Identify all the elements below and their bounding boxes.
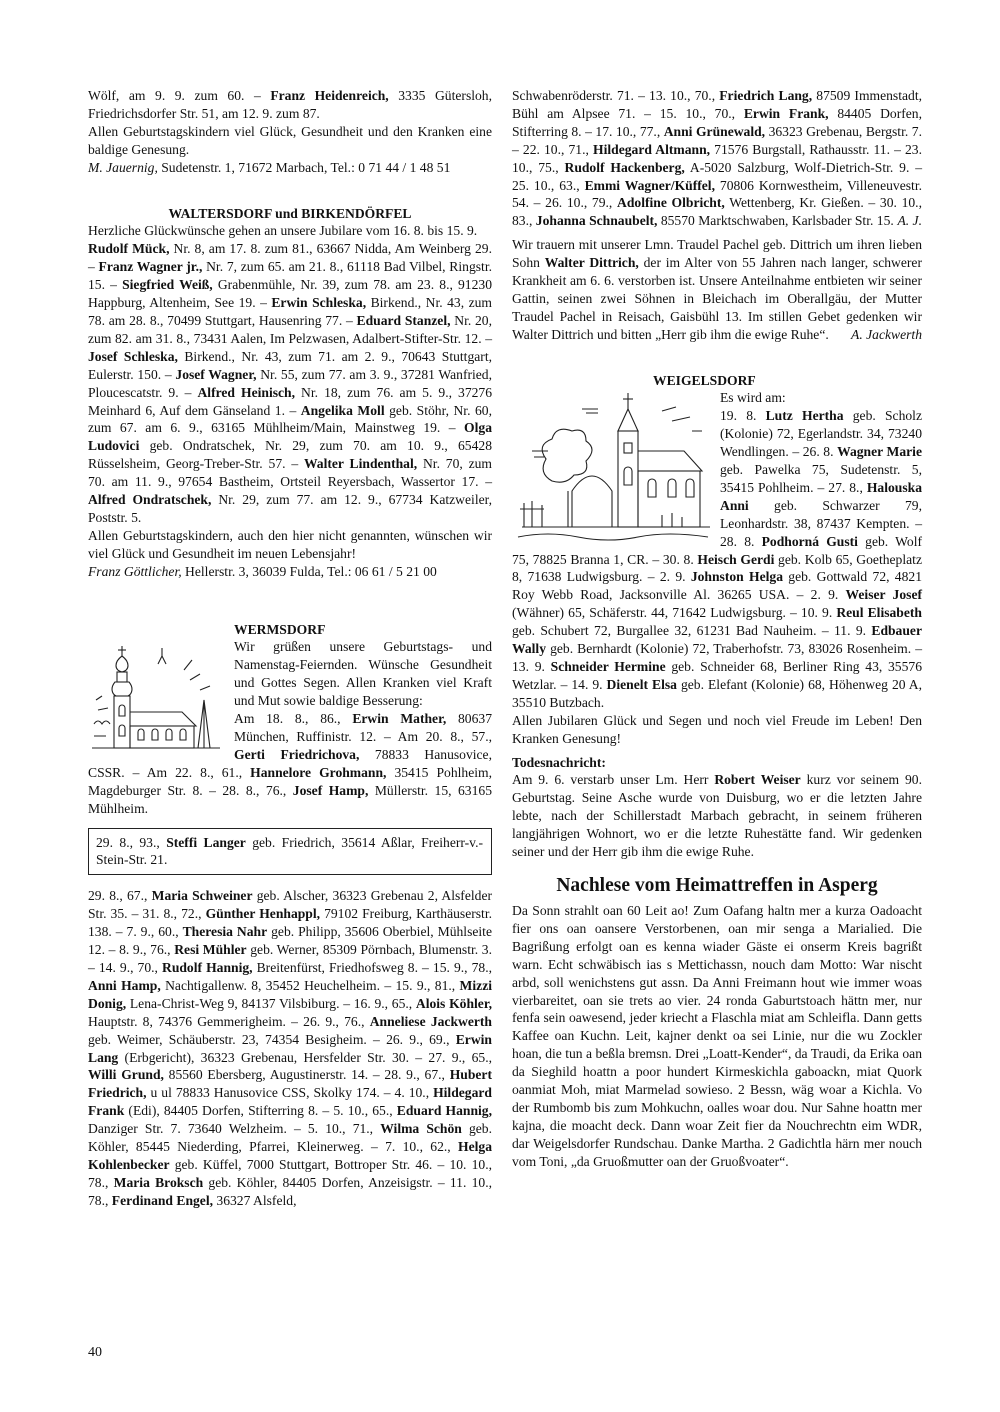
person-name: Franz Heidenreich,	[270, 88, 389, 103]
section-title-weigelsdorf: WEIGELSDORF	[653, 372, 756, 388]
birthday-list: Am 18. 8., 86., Erwin Mather, 80637 München, Ruffinistr. 12. – Am 20. 8., 57., Gerti Friedrichova, 78833 Hanusovice, CSSR. – Am 22. 8., 61., Hannelore Grohmann, 35415 Pohlheim, Magdeburger Str. 8. – 28. 8., 76., Josef Hamp, Müllerstr. 15, 63165 Mühlheim.	[88, 711, 492, 816]
section-title-wermsdorf: WERMSDORF	[234, 621, 326, 637]
page-number: 40	[88, 1345, 102, 1360]
death-notice: Am 9. 6. verstarb unser Lm. Herr Robert Weiser kurz vor seinem 90. Geburtstag. Seine Asche wurde von Duisburg, wo er die letzten Jahre lebte, nach der Schillerstadt Marbach gebracht, in seinem früheren langjährigen Wohnort, wo er die letzte Ruhestätte fand. Wir gedenken seiner und der Herr gib ihm die ewige Ruhe.	[512, 772, 923, 860]
paragraph: Allen Jubilaren Glück und Segen und noch viel Freude im Leben! Den Kranken Genesung!	[512, 712, 922, 746]
highlight-box: 29. 8., 93., Steffi Langer geb. Friedrich, 35614 Aßlar, Freiherr-v.-Stein-Str. 21.	[88, 828, 492, 876]
paragraph: Wir grüßen unsere Geburtstags- und Namenstag-Feiernden. Wünsche Gesundheit und Gottes Segen. Allen Kranken viel Kraft und Mut sowie baldige Besserung:	[234, 639, 492, 709]
birthday-list: 19. 8. Lutz Hertha geb. Scholz (Kolonie) 72, Egerlandstr. 34, 73240 Wendlingen. – 26. 8. Wagner Marie geb. Pawelka 75, Sudetenstr. 5, 35415 Pohlheim. – 27. 8., Halouska Anni geb. Schwarzer 79, Leonhardstr. 38, 87437 Kempten. – 28. 8. Podhorná Gusti geb. Wolf 75, 78825 Branna 1, CR. – 30. 8. Heisch Gerdi geb. Kolb 65, Goetheplatz 8, 71638 Ludwigsburg. – 2. 9. Johnston Helga geb. Gottwald 72, 4821 Roy Webb Road, Jacksonville Al. 36265 USA. – 2. 9. Weiser Josef (Wähner) 65, Schäferstr. 44, 71642 Ludwigsburg. – 10. 9. Reul Elisabeth geb. Schubert 72, Burgallee 32, 61231 Bad Nauheim. – 11. 9. Edbauer Wally geb. Bernhardt (Kolonie) 72, Traberhofstr. 73, 83026 Rosenheim. – 13. 9. Schneider Hermine geb. Schneider 68, Berliner Ring 43, 35576 Wetzlar. – 14. 9. Dienelt Elsa geb. Elefant (Kolonie) 68, Höhenweg 20 A, 35510 Butzbach.	[512, 408, 923, 710]
weigelsdorf-block	[512, 389, 922, 711]
birthday-list: Schwabenröderstr. 71. – 13. 10., 70., Friedrich Lang, 87509 Immenstadt, Bühl am Alpsee 71. – 15. 10., 70., Erwin Frank, 84405 Dorfen, Stifterring 8. – 17. 10., 77., Anni Grünewald, 36323 Grebenau, Bergstr. 7. – 22. 10., 71., Hildegard Altmann, 71576 Burgstall, Rathausstr. 11. – 23. 10., 75., Rudolf Hackenberg, A-5020 Salzburg, Wolf-Dietrich-Str. 9. – 25. 10., 63., Emmi Wagner/Küffel, 70806 Kornwestheim, Villeneuvestr. 54. – 26. 10., 79., Adolfine Olbricht, Wettenberg, Kr. Gießen. – 30. 10., 83., Johanna Schnaubelt, 85570 Marktschwaben, Karlsbader Str. 15.	[512, 88, 923, 229]
signature-line: M. Jauernig, Sudetenstr. 1, 71672 Marbach, Tel.: 0 71 44 / 1 48 51	[88, 159, 451, 175]
section-title-waltersdorf: WALTERSDORF und BIRKENDÖRFEL	[168, 205, 412, 221]
signature: A. Jackwerth	[851, 326, 922, 342]
birthday-list: 29. 8., 67., Maria Schweiner geb. Alscher, 36323 Grebenau 2, Alsfelder Str. 35. – 31. 8., 72., Günther Henhappl, 79102 Freiburg, Karthäuserstr. 138. – 7. 9., 60., Theresia Nahr geb. Philipp, 35606 Oberbiel, Mühlseite 12. – 8. 9., 76., Resi Mühler geb. Werner, 85309 Pörnbach, Blumenstr. 3. – 14. 9., 70., Rudolf Hannig, Breitenfürst, Friedhofsweg 8. – 15. 9., 78., Anni Hamp, Nachtigallenw. 8, 35452 Heuchelheim. – 15. 9., 81., Mizzi Donig, Lena-Christ-Weg 9, 84137 Vilsbiburg. – 16. 9., 65., Alois Köhler, Hauptstr. 8, 74376 Gemmerigheim. – 26. 9., 76., Anneliese Jackwerth geb. Weimer, Schäuberstr. 23, 74354 Besigheim. – 26. 9., 69., Erwin Lang (Erbgericht), 36323 Grebenau, Hersfelder Str. 30. – 27. 9., 65., Willi Grund, 85560 Ebersberg, Augustinerstr. 14. – 28. 9., 67., Hubert Friedrich, u ul 78833 Hanusovice CSS, Skolky 174. – 4. 10., Hildegard Frank (Edi), 84405 Dorfen, Stifterring 8. – 5. 10., 65., Eduard Hannig, Danziger Str. 7. 73640 Welzheim. – 5. 10., 71., Wilma Schön geb. Köhler, 85445 Niederding, Pfarrei, Kleinerweg. – 7. 10., 62., Helga Kohlenbecker geb. Küffel, 7000 Stuttgart, Bottroper Str. 46. – 10. 10., 78., Maria Broksch geb. Köhler, 84405 Dorfen, Anzeisigstr. – 11. 10., 78., Ferdinand Engel, 36327 Alsfeld,	[88, 888, 493, 1208]
left-column	[88, 87, 492, 1210]
death-notice-heading: Todesnachricht:	[512, 754, 606, 770]
paragraph: Es wird am:	[720, 390, 786, 406]
article-title: Nachlese vom Heimattreffen in Asperg	[556, 874, 878, 896]
person-name: Steffi Langer	[166, 834, 246, 850]
village-church-illustration	[512, 391, 712, 543]
paragraph: Wölf, am 9. 9. zum 60. – Franz Heidenreich, 3335 Gütersloh, Friedrichsdorfer Str. 51, am 12. 9. zum 87.	[88, 88, 492, 121]
article-body: Da Sonn strahlt oan 60 Leit ao! Zum Oafang haltn mer a kurza Oadoacht fier ons oan oansere Verstorbenen, oan mir senga a Marialied. Die Bagrißung erfolgt oan es kenna wiader Gäste ei onserm Kreis bagrißt warn. Echt schwäbisch ias s Mettichassn, nouch dam Motto: War nischt arbd, soll wenichstens gut assn. Da Anni Freimann hout wie immer woas vierbareitet, oan sie trets ao vier. 24 ronda Gaburtstoach hättn mer, nur fenfa sein oawesend, jeder kriecht a Flaschla miat am Schleifla. Dann getts Kaffee oan Kuchn. Leit, kajner denkt oa sei Linie, nur die wu Zockler hoan, die tun a beßla bremsn. Drei „Loatt-Kender“, da Traudi, da Erika oan da Sieghild hoattn a poor hundert Kirmeskichla gaboackn, miat Quork oanmiat Moh, miat Marmelad sowieso. 2 Bessn, wäg woar a Kichla. Vo der Rumbomb bis zum Mohkuchn, oalles woar dou. Nur Sahne hoattn mer kajna, die moacht deck. Dann woar Zeit fier da Nouchrechtn eim WDR, dar Weigelsdorfer Rundschau. Danke Martha. 2 Gadichtla härn mer nouch vom Toni, „da Gruoßmutter oan der Gruoßvoater“.	[512, 902, 922, 1169]
wermsdorf-block	[88, 638, 492, 817]
signature-line: Franz Göttlicher, Hellerstr. 3, 36039 Fulda, Tel.: 06 61 / 5 21 00	[88, 563, 437, 579]
birthday-list: Rudolf Mück, Nr. 8, am 17. 8. zum 81., 63667 Nidda, Am Weinberg 29. – Franz Wagner jr., Nr. 7, zum 65. am 21. 8., 61118 Bad Vilbel, Ringstr. 15. – Siegfried Weiß, Grabenmühle, Nr. 39, zum 78. am 23. 8., 91230 Happburg, Altenheim, See 19. – Erwin Schleska, Birkend., Nr. 43, zum 78. am 28. 8., 70499 Stuttgart, Hausenring 77. – Eduard Stanzel, Nr. 20, zum 82. am 31. 8., 73431 Aalen, Im Pelzwasen, Adalbert-Stifter-Str. 12. – Josef Schleska, Birkend., Nr. 43, zum 71. am 2. 9., 70643 Stuttgart, Eulerstr. 150. – Josef Wagner, Nr. 55, zum 77. am 3. 9., 37281 Wanfried, Ploucescatstr. 9. – Alfred Heinisch, Nr. 18, zum 76. am 5. 9., 37276 Meinhard 6, Auf dem Gänseland 1. – Angelika Moll geb. Stöhr, Nr. 60, zum 67. am 6. 9., 63165 Mühlheim/Main, Mainstweg 19. – Olga Ludovici geb. Ondratschek, Nr. 29, zum 70. am 10. 9., 65428 Rüsselsheim, Georg-Treber-Str. 57. – Walter Lindenthal, Nr. 70, zum 70. am 11. 9., 97654 Bastheim, Ortsteil Reyersbach, Wassertor 17. – Alfred Ondratschek, Nr. 29, zum 77. am 12. 9., 67734 Katzweiler, Poststr. 5.	[88, 241, 493, 525]
paragraph: Allen Geburtstagskindern, auch den hier nicht genannten, wünschen wir viel Glück und Gesundheit im neuen Lebensjahr!	[88, 527, 492, 561]
church-illustration	[88, 640, 224, 760]
paragraph: Herzliche Glückwünsche gehen an unsere Jubilare vom 16. 8. bis 15. 9.	[88, 223, 478, 239]
right-column	[512, 87, 922, 1171]
signature: A. J.	[897, 213, 922, 229]
paragraph: Allen Geburtstagskindern viel Glück, Gesundheit und den Kranken eine baldige Genesung.	[88, 123, 492, 157]
obituary-paragraph: Wir trauern mit unserer Lmn. Traudel Pachel geb. Dittrich um ihren lieben Sohn Walter Dittrich, der im Alter von 55 Jahren nach langer, schwerer Krankheit am 6. 6. verstorben ist. Unsere Anteilnahme entbieten wir seiner Gattin, seinen zwei Söhnen in Bleichach im Oberallgäu, der Mutter Traudel Pachel in Reisach, Gaisbühl 13. Im stillen Gebet gedenken wir Walter Dittrich und bitten „Herr gib ihm die ewige Ruhe“.	[512, 237, 922, 342]
